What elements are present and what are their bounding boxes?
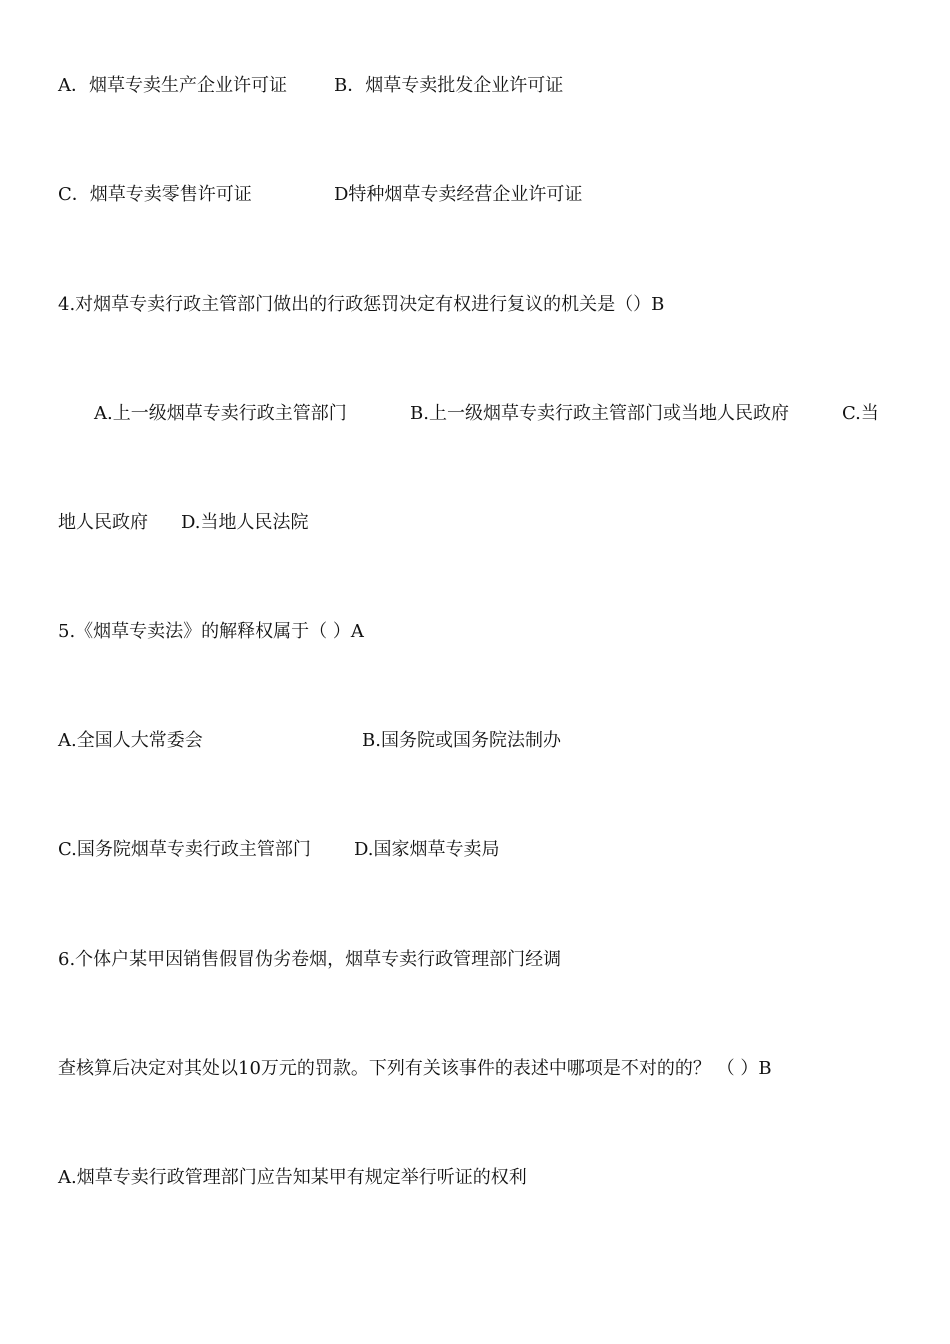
q4-question: 4.对烟草专卖行政主管部门做出的行政惩罚决定有权进行复议的机关是（）B <box>58 294 665 315</box>
q6-question-line-2: 查核算后决定对其处以10万元的罚款。下列有关该事件的表述中哪项是不对的的？ （ ）B <box>58 1058 772 1079</box>
q3-options-row-1 <box>0 74 950 146</box>
q5-options-row-2 <box>0 838 950 910</box>
q3-option-c: C．烟草专卖零售许可证 <box>58 184 252 205</box>
q5-option-d: D.国家烟草专卖局 <box>354 839 500 860</box>
q4-option-b: B.上一级烟草专卖行政主管部门或当地人民政府 <box>410 403 789 424</box>
q3-option-d: D特种烟草专卖经营企业许可证 <box>334 184 583 205</box>
q3-options-row-2 <box>0 183 950 255</box>
q3-option-a: A．烟草专卖生产企业许可证 <box>58 75 287 96</box>
q3-option-b: B．烟草专卖批发企业许可证 <box>334 75 564 96</box>
q6-question-line-1: 6.个体户某甲因销售假冒伪劣卷烟，烟草专卖行政管理部门经调 <box>58 949 562 970</box>
q5-option-a: A.全国人大常委会 <box>58 730 203 751</box>
q5-question: 5.《烟草专卖法》的解释权属于（ ）A <box>58 621 364 642</box>
q4-option-d: D.当地人民法院 <box>181 512 309 533</box>
q4-option-c-end: 地人民政府 <box>58 512 148 533</box>
q5-option-b: B.国务院或国务院法制办 <box>362 730 561 751</box>
q4-option-c-start: C.当 <box>842 403 879 424</box>
q5-options-row-1 <box>0 729 950 801</box>
q4-options-row-2 <box>0 511 950 583</box>
q6-option-a: A.烟草专卖行政管理部门应告知某甲有规定举行听证的权利 <box>58 1167 527 1188</box>
q4-options-row-1 <box>0 402 950 498</box>
q4-option-a: A.上一级烟草专卖行政主管部门 <box>94 403 347 424</box>
q5-option-c: C.国务院烟草专卖行政主管部门 <box>58 839 311 860</box>
